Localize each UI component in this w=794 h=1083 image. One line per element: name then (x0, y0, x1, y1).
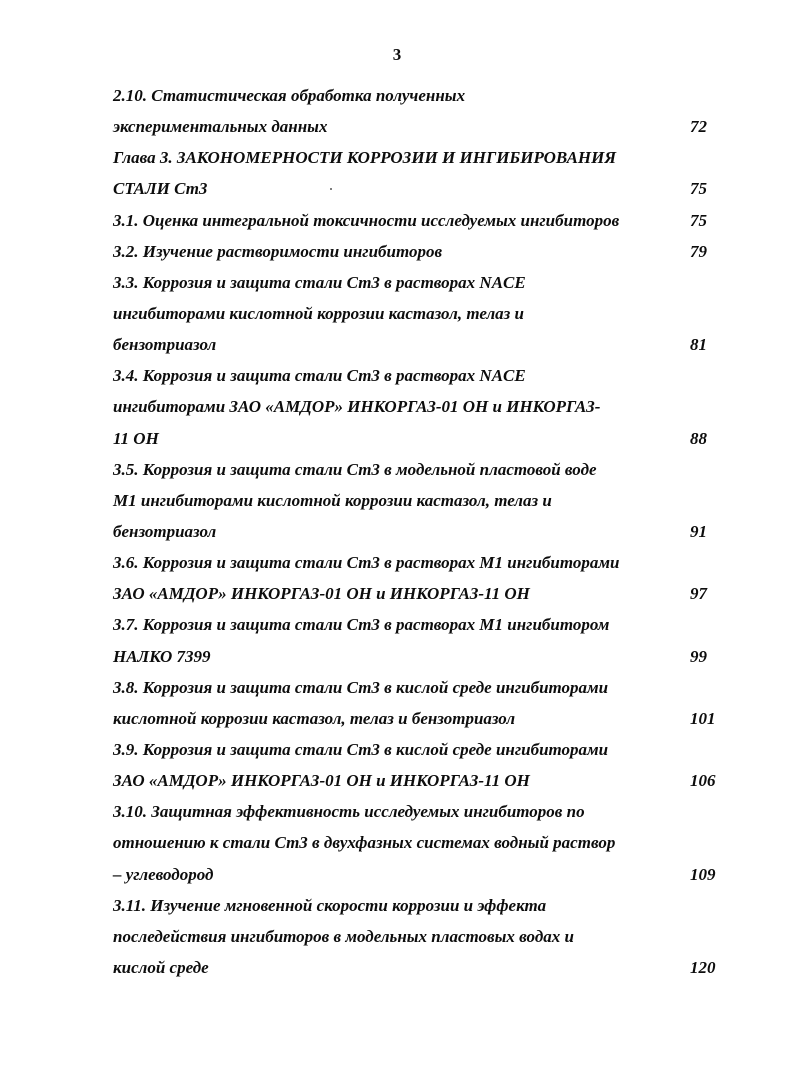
toc-line-text: 3.8. Коррозия и защита стали Ст3 в кислой среде ингибиторами (113, 677, 609, 697)
toc-line-text: кислой среде (113, 957, 209, 977)
toc-line (113, 859, 723, 890)
toc-line (113, 890, 723, 921)
toc-line-text: ингибиторами кислотной коррозии кастазол, телаз и (113, 303, 525, 323)
toc-line-text: экспериментальных данных (113, 117, 328, 137)
toc-line-text: ЗАО «АМДОР» ИНКОРГАЗ-01 ОН и ИНКОРГАЗ-11 ОН (113, 771, 530, 791)
toc-line (113, 329, 723, 360)
toc-line-text: 3.5. Коррозия и защита стали Ст3 в модельной пластовой воде (113, 459, 597, 479)
toc-line (113, 205, 723, 236)
toc-line (113, 423, 723, 454)
toc-line (113, 111, 723, 142)
toc-line-text: – углеводород (113, 864, 214, 884)
toc-line (113, 703, 723, 734)
toc-line-page: 79 (690, 241, 707, 261)
toc-line (113, 391, 723, 422)
toc-line-text: ингибиторами ЗАО «АМДОР» ИНКОРГАЗ-01 ОН и ИНКОРГАЗ- (113, 397, 601, 417)
toc-line-text: НАЛКО 7399 (113, 646, 211, 666)
toc-line (113, 765, 723, 796)
toc-line-text: последействия ингибиторов в модельных пластовых водах и (113, 926, 574, 946)
toc-line-page: 72 (690, 117, 707, 137)
toc-line-text: 3.6. Коррозия и защита стали Ст3 в растворах М1 ингибиторами (113, 553, 620, 573)
toc-line-text: бензотриазол (113, 335, 217, 355)
toc-line-text: 11 ОН (113, 428, 159, 448)
toc-line-text: кислотной коррозии кастазол, телаз и бензотриазол (113, 708, 516, 728)
toc-line (113, 236, 723, 267)
toc-line-text: 3.3. Коррозия и защита стали Ст3 в растворах NACE (113, 272, 526, 292)
page-number: 3 (392, 45, 402, 64)
toc-line-text: 3.2. Изучение растворимости ингибиторов (113, 241, 443, 261)
toc-line-text: 3.11. Изучение мгновенной скорости коррозии и эффекта (113, 895, 547, 915)
toc-line-text: 3.1. Оценка интегральной токсичности исследуемых ингибиторов (113, 210, 620, 230)
table-of-contents (113, 80, 723, 983)
toc-line-page: 91 (690, 521, 707, 541)
toc-line (113, 142, 723, 173)
toc-line-page: 97 (690, 584, 707, 604)
toc-line-page: 75 (690, 210, 707, 230)
toc-line-text: 3.7. Коррозия и защита стали Ст3 в растворах М1 ингибитором (113, 615, 610, 635)
toc-line (113, 672, 723, 703)
toc-line-text: 3.9. Коррозия и защита стали Ст3 в кислой среде ингибиторами (113, 739, 609, 759)
toc-line (113, 454, 723, 485)
toc-line (113, 360, 723, 391)
toc-line (113, 609, 723, 640)
toc-line-page: 75 (690, 179, 707, 199)
toc-line (113, 298, 723, 329)
toc-line-page: 99 (690, 646, 707, 666)
toc-line (113, 952, 723, 983)
toc-line-text: 3.4. Коррозия и защита стали Ст3 в растворах NACE (113, 366, 526, 386)
toc-line-text: М1 ингибиторами кислотной коррозии кастазол, телаз и (113, 490, 552, 510)
toc-line-text: Глава 3. ЗАКОНОМЕРНОСТИ КОРРОЗИИ И ИНГИБИРОВАНИЯ (113, 148, 617, 168)
toc-line-text: ЗАО «АМДОР» ИНКОРГАЗ-01 ОН и ИНКОРГАЗ-11 ОН (113, 584, 530, 604)
toc-line (113, 641, 723, 672)
toc-line (113, 827, 723, 858)
toc-line (113, 173, 723, 204)
toc-line (113, 547, 723, 578)
toc-line-text: СТАЛИ Ст3 (113, 179, 208, 199)
toc-line-page: 106 (690, 771, 716, 791)
toc-line (113, 516, 723, 547)
toc-line (113, 267, 723, 298)
toc-line (113, 80, 723, 111)
toc-line-page: 101 (690, 708, 716, 728)
toc-line (113, 796, 723, 827)
toc-line (113, 485, 723, 516)
toc-line-page: 88 (690, 428, 707, 448)
toc-line-page: 109 (690, 864, 716, 884)
toc-line (113, 578, 723, 609)
toc-line-page: 120 (690, 957, 716, 977)
toc-line-page: 81 (690, 335, 707, 355)
toc-line (113, 921, 723, 952)
toc-line (113, 734, 723, 765)
toc-line-text: бензотриазол (113, 521, 217, 541)
toc-line-text: 2.10. Статистическая обработка полученных (113, 86, 466, 105)
toc-line-text: 3.10. Защитная эффективность исследуемых ингибиторов по (113, 802, 585, 822)
toc-line-text: отношению к стали Ст3 в двухфазных системах водный раствор (113, 833, 616, 853)
